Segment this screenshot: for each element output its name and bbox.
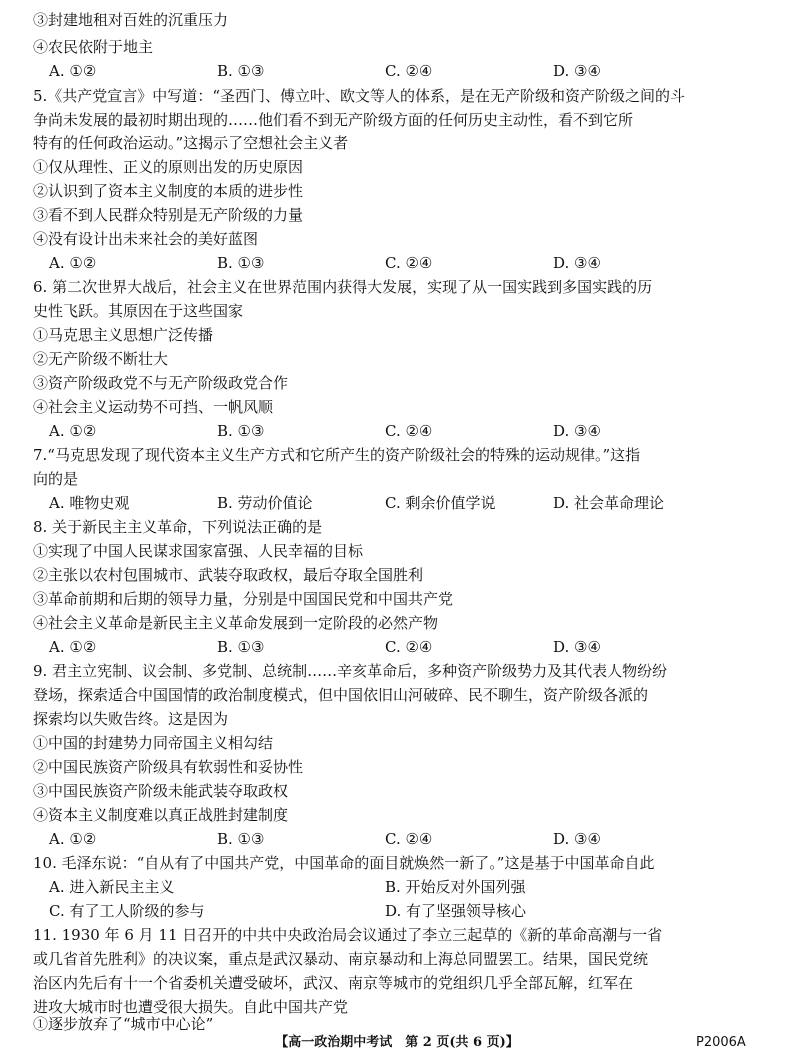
q9-stem-line: 9. 君主立宪制、议会制、多党制、总统制……辛亥革命后，多种资产阶级势力及其代表人物纷纷 — [33, 662, 668, 680]
q5-option-c: C. ②④ — [385, 254, 433, 272]
q8-item-2: ②主张以农村包围城市、武装夺取政权，最后夺取全国胜利 — [33, 566, 424, 584]
q8-option-a: A. ①② — [49, 638, 97, 656]
q6-option-d: D. ③④ — [553, 422, 601, 440]
q5-item-2: ②认识到了资本主义制度的本质的进步性 — [33, 182, 304, 200]
q4-item-4: ④农民依附于地主 — [33, 38, 154, 56]
q5-option-d: D. ③④ — [553, 254, 601, 272]
q6-stem-line: 6. 第二次世界大战后，社会主义在世界范围内获得大发展，实现了从一国实践到多国实践的历 — [33, 278, 653, 296]
q7-option-a: A. 唯物史观 — [49, 494, 130, 512]
q11-stem-line: 治区内先后有十一个省委机关遭受破坏，武汉、南京等城市的党组织几乎全部瓦解，红军在 — [33, 974, 634, 992]
q9-stem-line: 探索均以失败告终。这是因为 — [33, 710, 229, 728]
q9-item-1: ①中国的封建势力同帝国主义相勾结 — [33, 734, 274, 752]
page-footer: 【高一政治期中考试 第 2 页(共 6 页)】 — [275, 1035, 519, 1050]
q5-item-1: ①仅从理性、正义的原则出发的历史原因 — [33, 158, 304, 176]
q10-option-b: B. 开始反对外国列强 — [385, 878, 526, 896]
q6-item-1: ①马克思主义思想广泛传播 — [33, 326, 214, 344]
q9-item-2: ②中国民族资产阶级具有软弱性和妥协性 — [33, 758, 304, 776]
q9-option-c: C. ②④ — [385, 830, 433, 848]
q4-option-d: D. ③④ — [553, 62, 601, 80]
q9-option-b: B. ①③ — [217, 830, 265, 848]
q9-option-a: A. ①② — [49, 830, 97, 848]
q9-item-4: ④资本主义制度难以真正战胜封建制度 — [33, 806, 289, 824]
q6-item-3: ③资产阶级政党不与无产阶级政党合作 — [33, 374, 289, 392]
q10-option-d: D. 有了坚强领导核心 — [385, 902, 527, 920]
q7-option-c: C. 剩余价值学说 — [385, 494, 496, 512]
q8-item-3: ③革命前期和后期的领导力量，分别是中国国民党和中国共产党 — [33, 590, 454, 608]
q10-stem-line: 10. 毛泽东说：“自从有了中国共产党，中国革命的面目就焕然一新了。”这是基于中国革命自此 — [33, 854, 655, 872]
q5-stem-line: 5.《共产党宣言》中写道：“圣西门、傅立叶、欧文等人的体系，是在无产阶级和资产阶级之间的斗 — [33, 87, 685, 105]
q11-stem-line: 或几省首先胜利》的决议案，重点是武汉暴动、南京暴动和上海总同盟罢工。结果，国民党统 — [33, 950, 649, 968]
q6-option-b: B. ①③ — [217, 422, 265, 440]
q9-stem-line: 登场，探索适合中国国情的政治制度模式，但中国依旧山河破碎、民不聊生，资产阶级各派的 — [33, 686, 649, 704]
q7-option-d: D. 社会革命理论 — [553, 494, 665, 512]
q8-option-c: C. ②④ — [385, 638, 433, 656]
paper-code: P2006A — [696, 1035, 746, 1050]
q6-stem-line: 史性飞跃。其原因在于这些国家 — [33, 302, 244, 320]
q10-option-c: C. 有了工人阶级的参与 — [49, 902, 205, 920]
q7-stem-line: 向的是 — [33, 470, 79, 488]
q5-stem-line: 争尚未发展的最初时期出现的……他们看不到无产阶级方面的任何历史主动性，看不到它所 — [33, 111, 634, 129]
q7-option-b: B. 劳动价值论 — [217, 494, 313, 512]
q9-item-3: ③中国民族资产阶级未能武装夺取政权 — [33, 782, 289, 800]
q5-item-3: ③看不到人民群众特别是无产阶级的力量 — [33, 206, 304, 224]
q4-option-a: A. ①② — [49, 62, 97, 80]
q10-option-a: A. 进入新民主主义 — [49, 878, 175, 896]
q5-option-b: B. ①③ — [217, 254, 265, 272]
q5-option-a: A. ①② — [49, 254, 97, 272]
q4-option-c: C. ②④ — [385, 62, 433, 80]
q4-item-3: ③封建地租对百姓的沉重压力 — [33, 11, 229, 29]
q9-option-d: D. ③④ — [553, 830, 601, 848]
q8-stem-line: 8. 关于新民主主义革命，下列说法正确的是 — [33, 518, 323, 536]
q11-stem-line: 进攻大城市时也遭受很大损失。自此中国共产党 — [33, 998, 349, 1016]
q6-option-a: A. ①② — [49, 422, 97, 440]
q5-item-4: ④没有设计出未来社会的美好蓝图 — [33, 230, 259, 248]
q6-item-2: ②无产阶级不断壮大 — [33, 350, 169, 368]
q8-option-d: D. ③④ — [553, 638, 601, 656]
q7-stem-line: 7.“马克思发现了现代资本主义生产方式和它所产生的资产阶级社会的特殊的运动规律。”这指 — [33, 446, 641, 464]
q5-stem-line: 特有的任何政治运动。”这揭示了空想社会主义者 — [33, 134, 349, 152]
q8-option-b: B. ①③ — [217, 638, 265, 656]
q8-item-1: ①实现了中国人民谋求国家富强、人民幸福的目标 — [33, 542, 364, 560]
q6-item-4: ④社会主义运动势不可挡、一帆风顺 — [33, 398, 274, 416]
q11-item-1: ①逐步放弃了“城市中心论” — [33, 1015, 214, 1033]
q6-option-c: C. ②④ — [385, 422, 433, 440]
q4-option-b: B. ①③ — [217, 62, 265, 80]
q11-stem-line: 11. 1930 年 6 月 11 日召开的中共中央政治局会议通过了李立三起草的《新的革命高潮与一省 — [33, 926, 663, 944]
q8-item-4: ④社会主义革命是新民主主义革命发展到一定阶段的必然产物 — [33, 614, 439, 632]
